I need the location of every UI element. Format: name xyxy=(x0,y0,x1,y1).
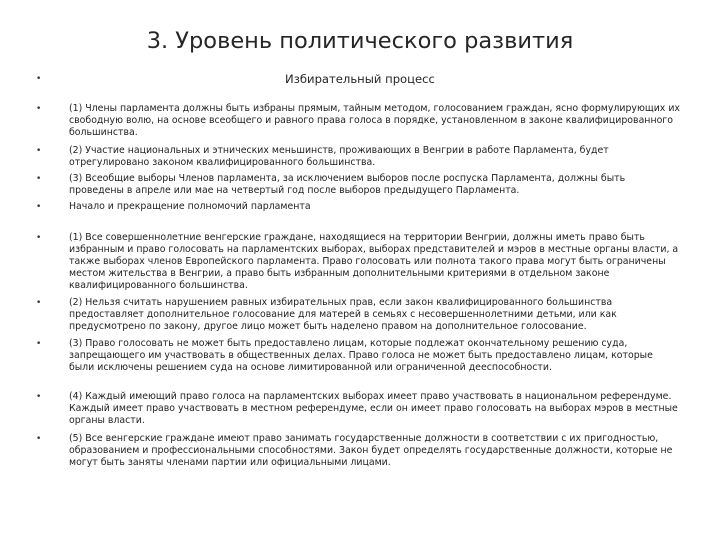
bullet-marker: • xyxy=(36,74,42,84)
bullet-marker: • xyxy=(36,146,42,156)
paragraph-2: (2) Участие национальных и этнических меньшинств, проживающих в Венгрии в работе Парламента, будет отрегулировано законом квалифицированного большинства. xyxy=(69,145,609,168)
bullet-marker: • xyxy=(36,434,42,444)
bullet-marker: • xyxy=(36,202,42,212)
paragraph-6: (3) Право голосовать не может быть предоставлено лицам, которые подлежат окончательному решению суда, запрещающего им участвовать в общественных делах. Право голоса не может быть предоставлено лицам, которые были исключены решением суда на основе лимитированной или ограниченной дееспособности. xyxy=(69,338,653,373)
slide-subtitle: Избирательный процесс xyxy=(285,72,435,86)
section-heading: Начало и прекращение полномочий парламента xyxy=(69,201,311,212)
paragraph-1: (1) Члены парламента должны быть избраны прямым, тайным методом, голосованием граждан, ясно формулирующих их свободную волю, на основе всеобщего и равного права голоса в порядке, установленном в законе квалифицированного большинства. xyxy=(69,103,680,138)
paragraph-7: (4) Каждый имеющий право голоса на парламентских выборах имеет право участвовать в национальном референдуме. Каждый имеет право участвовать в местном референдуме, если он имеет право голосовать на выборах мэров в местные органы власти. xyxy=(69,391,678,426)
bullet-marker: • xyxy=(36,233,42,243)
slide-title: 3. Уровень политического развития xyxy=(146,28,574,54)
paragraph-3: (3) Всеобщие выборы Членов парламента, за исключением выборов после роспуска Парламента, должны быть проведены в апреле или мае на четвертый год после выборов предыдущего Парламента. xyxy=(69,173,626,196)
bullet-marker: • xyxy=(36,392,42,402)
bullet-marker: • xyxy=(36,104,42,114)
paragraph-8: (5) Все венгерские граждане имеют право занимать государственные должности в соответствии с их пригодностью, образованием и профессиональными способностями. Закон будет определять государственные должности, которые не могут быть заняты членами партии или официальными лицами. xyxy=(69,433,673,468)
paragraph-5: (2) Нельзя считать нарушением равных избирательных прав, если закон квалифицированного большинства предоставляет дополнительное голосование для матерей в семьях с несовершеннолетними детьми, или как предусмотрено по закону, другое лицо может быть наделено правом на дополнительное голосование. xyxy=(69,297,617,332)
bullet-marker: • xyxy=(36,339,42,349)
bullet-marker: • xyxy=(36,298,42,308)
paragraph-4: (1) Все совершеннолетние венгерские граждане, находящиеся на территории Венгрии, должны иметь право быть избранным и право голосовать на парламентских выборах, выборах представителей и мэров в местные органы власти, а также выборах членов Европейского парламента. Право голосовать или полнота такого права могут быть ограничены местом жительства в Венгрии, а право быть избранным дополнительными критериями в отдельном законе квалифицированного большинства. xyxy=(69,232,679,291)
bullet-marker: • xyxy=(36,174,42,184)
